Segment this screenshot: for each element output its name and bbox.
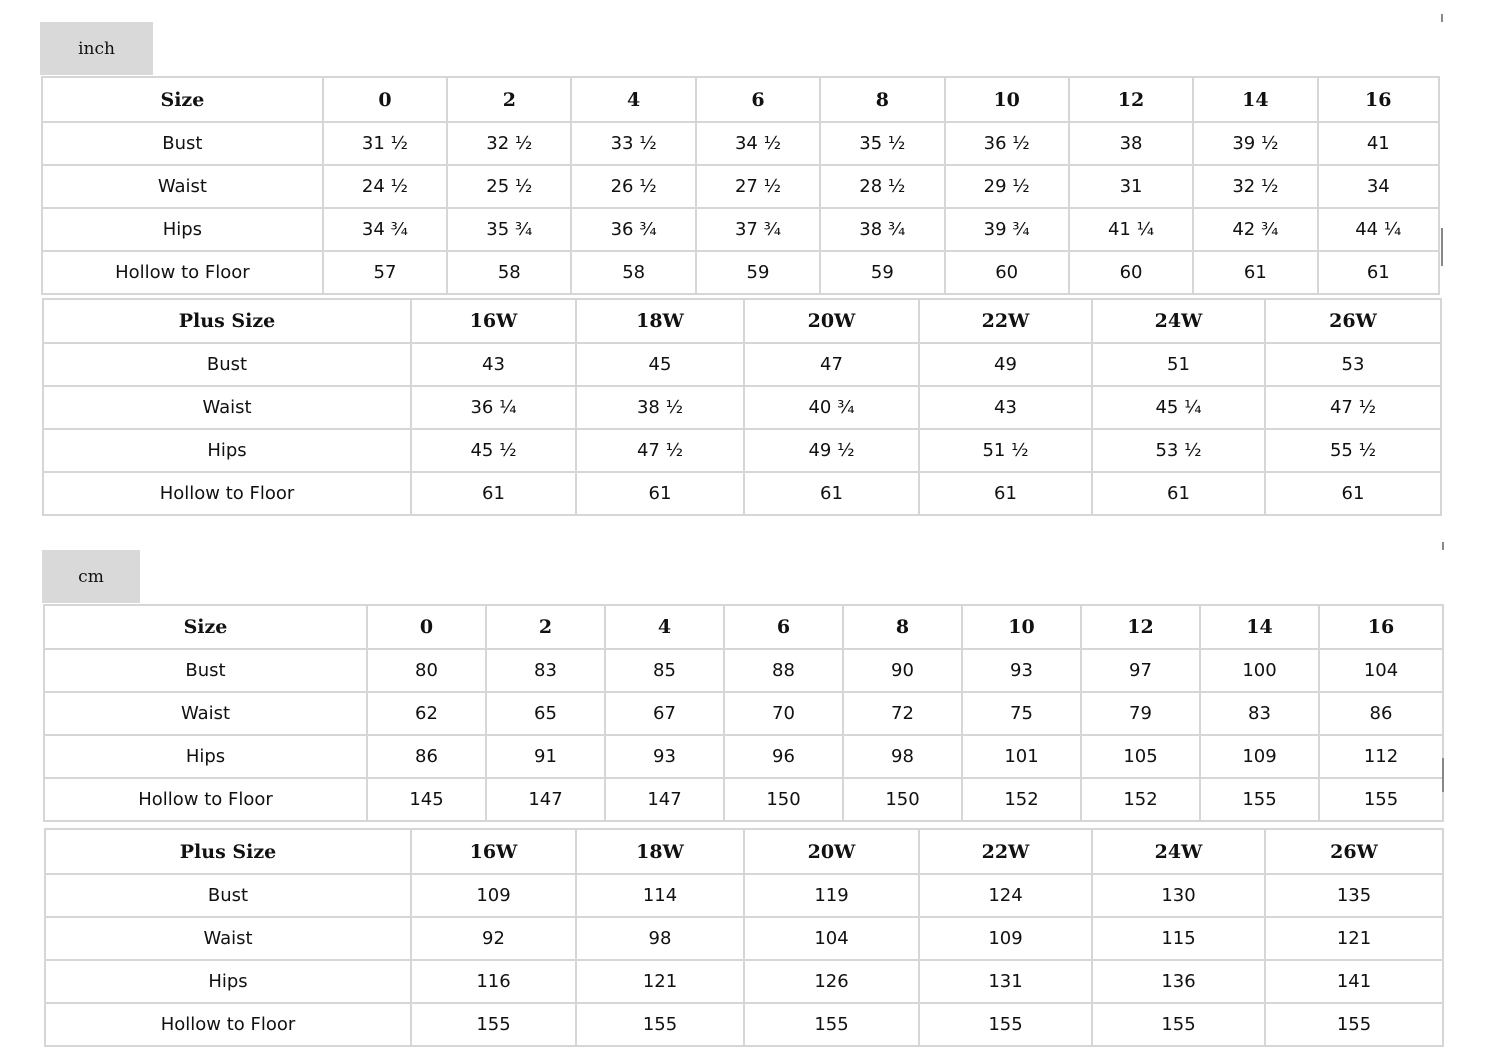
measurement-value-cell: 109 (1200, 735, 1319, 778)
header-label-cell: Plus Size (45, 829, 411, 874)
measurement-value-cell: 24 ½ (323, 165, 447, 208)
header-row (42, 77, 1439, 122)
measurement-value-cell: 109 (411, 874, 576, 917)
size-header-cell: 26W (1265, 829, 1443, 874)
measurement-value-cell: 53 ½ (1092, 429, 1265, 472)
measurement-value-cell: 43 (411, 343, 576, 386)
measurement-value-cell: 31 ½ (323, 122, 447, 165)
measurement-label-cell: Waist (43, 386, 411, 429)
measurement-value-cell: 155 (1092, 1003, 1265, 1046)
measurement-value-cell: 79 (1081, 692, 1200, 735)
table-row (45, 874, 1443, 917)
measurement-label-cell: Hollow to Floor (45, 1003, 411, 1046)
measurement-value-cell: 27 ½ (696, 165, 820, 208)
inch-standard-size-table (41, 76, 1440, 295)
measurement-value-cell: 115 (1092, 917, 1265, 960)
measurement-value-cell: 126 (744, 960, 919, 1003)
size-header-cell: 6 (724, 605, 843, 649)
measurement-value-cell: 61 (919, 472, 1092, 515)
header-label-cell: Size (42, 77, 323, 122)
measurement-value-cell: 80 (367, 649, 486, 692)
measurement-value-cell: 26 ½ (571, 165, 695, 208)
measurement-value-cell: 43 (919, 386, 1092, 429)
measurement-value-cell: 155 (1319, 778, 1443, 821)
measurement-value-cell: 61 (576, 472, 744, 515)
measurement-label-cell: Hips (43, 429, 411, 472)
measurement-value-cell: 57 (323, 251, 447, 294)
measurement-value-cell: 39 ½ (1193, 122, 1317, 165)
size-header-cell: 16 (1318, 77, 1439, 122)
inch-plus-size-table (42, 298, 1442, 516)
size-header-cell: 4 (571, 77, 695, 122)
measurement-value-cell: 83 (1200, 692, 1319, 735)
size-header-cell: 4 (605, 605, 724, 649)
measurement-value-cell: 36 ¼ (411, 386, 576, 429)
measurement-value-cell: 65 (486, 692, 605, 735)
cm-plus-size-table (44, 828, 1444, 1047)
measurement-label-cell: Bust (44, 649, 367, 692)
measurement-value-cell: 147 (486, 778, 605, 821)
measurement-value-cell: 62 (367, 692, 486, 735)
measurement-value-cell: 29 ½ (945, 165, 1069, 208)
measurement-value-cell: 88 (724, 649, 843, 692)
measurement-value-cell: 155 (1200, 778, 1319, 821)
measurement-value-cell: 40 ¾ (744, 386, 919, 429)
measurement-value-cell: 104 (744, 917, 919, 960)
header-label-cell: Plus Size (43, 299, 411, 343)
measurement-label-cell: Waist (45, 917, 411, 960)
edge-mark (1442, 542, 1444, 550)
measurement-value-cell: 34 ¾ (323, 208, 447, 251)
measurement-value-cell: 135 (1265, 874, 1443, 917)
measurement-value-cell: 45 ¼ (1092, 386, 1265, 429)
measurement-label-cell: Bust (42, 122, 323, 165)
measurement-value-cell: 98 (843, 735, 962, 778)
measurement-value-cell: 59 (820, 251, 944, 294)
size-header-cell: 2 (486, 605, 605, 649)
measurement-label-cell: Waist (44, 692, 367, 735)
size-header-cell: 12 (1081, 605, 1200, 649)
measurement-value-cell: 152 (1081, 778, 1200, 821)
table-row (44, 778, 1443, 821)
measurement-value-cell: 37 ¾ (696, 208, 820, 251)
size-header-cell: 14 (1193, 77, 1317, 122)
measurement-value-cell: 131 (919, 960, 1092, 1003)
measurement-label-cell: Hips (42, 208, 323, 251)
measurement-value-cell: 83 (486, 649, 605, 692)
size-header-cell: 26W (1265, 299, 1441, 343)
measurement-value-cell: 145 (367, 778, 486, 821)
measurement-value-cell: 96 (724, 735, 843, 778)
table-row (42, 251, 1439, 294)
measurement-value-cell: 47 (744, 343, 919, 386)
table-row (43, 343, 1441, 386)
table-row (45, 917, 1443, 960)
measurement-value-cell: 60 (1069, 251, 1193, 294)
measurement-value-cell: 47 ½ (1265, 386, 1441, 429)
measurement-value-cell: 42 ¾ (1193, 208, 1317, 251)
measurement-value-cell: 28 ½ (820, 165, 944, 208)
measurement-value-cell: 45 ½ (411, 429, 576, 472)
measurement-value-cell: 51 (1092, 343, 1265, 386)
measurement-value-cell: 67 (605, 692, 724, 735)
measurement-value-cell: 75 (962, 692, 1081, 735)
measurement-value-cell: 59 (696, 251, 820, 294)
size-header-cell: 0 (367, 605, 486, 649)
measurement-value-cell: 86 (1319, 692, 1443, 735)
size-header-cell: 20W (744, 299, 919, 343)
measurement-value-cell: 49 (919, 343, 1092, 386)
measurement-value-cell: 38 (1069, 122, 1193, 165)
measurement-label-cell: Bust (45, 874, 411, 917)
measurement-value-cell: 93 (605, 735, 724, 778)
measurement-value-cell: 121 (1265, 917, 1443, 960)
edge-mark (1441, 228, 1443, 266)
measurement-value-cell: 61 (744, 472, 919, 515)
measurement-value-cell: 124 (919, 874, 1092, 917)
table-row (42, 165, 1439, 208)
table-row (43, 429, 1441, 472)
measurement-value-cell: 47 ½ (576, 429, 744, 472)
measurement-value-cell: 49 ½ (744, 429, 919, 472)
measurement-value-cell: 36 ¾ (571, 208, 695, 251)
measurement-value-cell: 109 (919, 917, 1092, 960)
measurement-value-cell: 61 (1318, 251, 1439, 294)
unit-tab-cm: cm (42, 550, 140, 603)
measurement-label-cell: Hollow to Floor (43, 472, 411, 515)
measurement-value-cell: 25 ½ (447, 165, 571, 208)
measurement-value-cell: 39 ¾ (945, 208, 1069, 251)
measurement-value-cell: 152 (962, 778, 1081, 821)
table-row (44, 692, 1443, 735)
table-row (45, 1003, 1443, 1046)
measurement-value-cell: 92 (411, 917, 576, 960)
measurement-value-cell: 35 ½ (820, 122, 944, 165)
size-header-cell: 8 (843, 605, 962, 649)
table-row (43, 386, 1441, 429)
size-header-cell: 20W (744, 829, 919, 874)
measurement-value-cell: 136 (1092, 960, 1265, 1003)
table-row (44, 735, 1443, 778)
edge-mark (1441, 14, 1443, 22)
measurement-value-cell: 114 (576, 874, 744, 917)
size-header-cell: 6 (696, 77, 820, 122)
header-row (43, 299, 1441, 343)
measurement-value-cell: 72 (843, 692, 962, 735)
measurement-value-cell: 55 ½ (1265, 429, 1441, 472)
measurement-value-cell: 60 (945, 251, 1069, 294)
unit-tab-inch: inch (40, 22, 153, 75)
size-header-cell: 0 (323, 77, 447, 122)
measurement-value-cell: 155 (411, 1003, 576, 1046)
measurement-value-cell: 85 (605, 649, 724, 692)
measurement-value-cell: 150 (724, 778, 843, 821)
measurement-value-cell: 53 (1265, 343, 1441, 386)
size-header-cell: 14 (1200, 605, 1319, 649)
size-header-cell: 24W (1092, 829, 1265, 874)
measurement-value-cell: 130 (1092, 874, 1265, 917)
measurement-value-cell: 100 (1200, 649, 1319, 692)
size-header-cell: 24W (1092, 299, 1265, 343)
measurement-value-cell: 34 ½ (696, 122, 820, 165)
measurement-value-cell: 116 (411, 960, 576, 1003)
measurement-label-cell: Hollow to Floor (44, 778, 367, 821)
measurement-value-cell: 32 ½ (447, 122, 571, 165)
measurement-value-cell: 150 (843, 778, 962, 821)
measurement-label-cell: Hollow to Floor (42, 251, 323, 294)
measurement-value-cell: 112 (1319, 735, 1443, 778)
measurement-value-cell: 155 (744, 1003, 919, 1046)
measurement-value-cell: 61 (411, 472, 576, 515)
measurement-value-cell: 105 (1081, 735, 1200, 778)
measurement-value-cell: 32 ½ (1193, 165, 1317, 208)
measurement-value-cell: 36 ½ (945, 122, 1069, 165)
size-header-cell: 18W (576, 829, 744, 874)
measurement-value-cell: 51 ½ (919, 429, 1092, 472)
measurement-value-cell: 33 ½ (571, 122, 695, 165)
size-header-cell: 22W (919, 299, 1092, 343)
measurement-value-cell: 119 (744, 874, 919, 917)
header-row (45, 829, 1443, 874)
measurement-value-cell: 141 (1265, 960, 1443, 1003)
size-header-cell: 16W (411, 829, 576, 874)
measurement-value-cell: 121 (576, 960, 744, 1003)
measurement-value-cell: 44 ¼ (1318, 208, 1439, 251)
measurement-label-cell: Waist (42, 165, 323, 208)
measurement-value-cell: 61 (1193, 251, 1317, 294)
cm-standard-size-table (43, 604, 1444, 822)
size-header-cell: 10 (945, 77, 1069, 122)
header-label-cell: Size (44, 605, 367, 649)
measurement-value-cell: 90 (843, 649, 962, 692)
measurement-label-cell: Bust (43, 343, 411, 386)
measurement-value-cell: 35 ¾ (447, 208, 571, 251)
table-row (44, 649, 1443, 692)
measurement-label-cell: Hips (44, 735, 367, 778)
measurement-value-cell: 31 (1069, 165, 1193, 208)
size-header-cell: 22W (919, 829, 1092, 874)
measurement-value-cell: 98 (576, 917, 744, 960)
measurement-value-cell: 38 ¾ (820, 208, 944, 251)
measurement-value-cell: 93 (962, 649, 1081, 692)
measurement-value-cell: 101 (962, 735, 1081, 778)
measurement-value-cell: 91 (486, 735, 605, 778)
size-header-cell: 16 (1319, 605, 1443, 649)
measurement-label-cell: Hips (45, 960, 411, 1003)
measurement-value-cell: 61 (1092, 472, 1265, 515)
edge-mark (1442, 758, 1444, 792)
size-header-cell: 12 (1069, 77, 1193, 122)
measurement-value-cell: 155 (919, 1003, 1092, 1046)
size-header-cell: 8 (820, 77, 944, 122)
measurement-value-cell: 45 (576, 343, 744, 386)
measurement-value-cell: 147 (605, 778, 724, 821)
table-row (43, 472, 1441, 515)
table-row (45, 960, 1443, 1003)
measurement-value-cell: 70 (724, 692, 843, 735)
header-row (44, 605, 1443, 649)
measurement-value-cell: 155 (1265, 1003, 1443, 1046)
size-header-cell: 10 (962, 605, 1081, 649)
measurement-value-cell: 58 (447, 251, 571, 294)
measurement-value-cell: 155 (576, 1003, 744, 1046)
size-header-cell: 18W (576, 299, 744, 343)
table-row (42, 208, 1439, 251)
measurement-value-cell: 34 (1318, 165, 1439, 208)
measurement-value-cell: 38 ½ (576, 386, 744, 429)
measurement-value-cell: 41 ¼ (1069, 208, 1193, 251)
measurement-value-cell: 104 (1319, 649, 1443, 692)
table-row (42, 122, 1439, 165)
measurement-value-cell: 97 (1081, 649, 1200, 692)
size-header-cell: 16W (411, 299, 576, 343)
size-header-cell: 2 (447, 77, 571, 122)
measurement-value-cell: 58 (571, 251, 695, 294)
measurement-value-cell: 41 (1318, 122, 1439, 165)
measurement-value-cell: 86 (367, 735, 486, 778)
measurement-value-cell: 61 (1265, 472, 1441, 515)
